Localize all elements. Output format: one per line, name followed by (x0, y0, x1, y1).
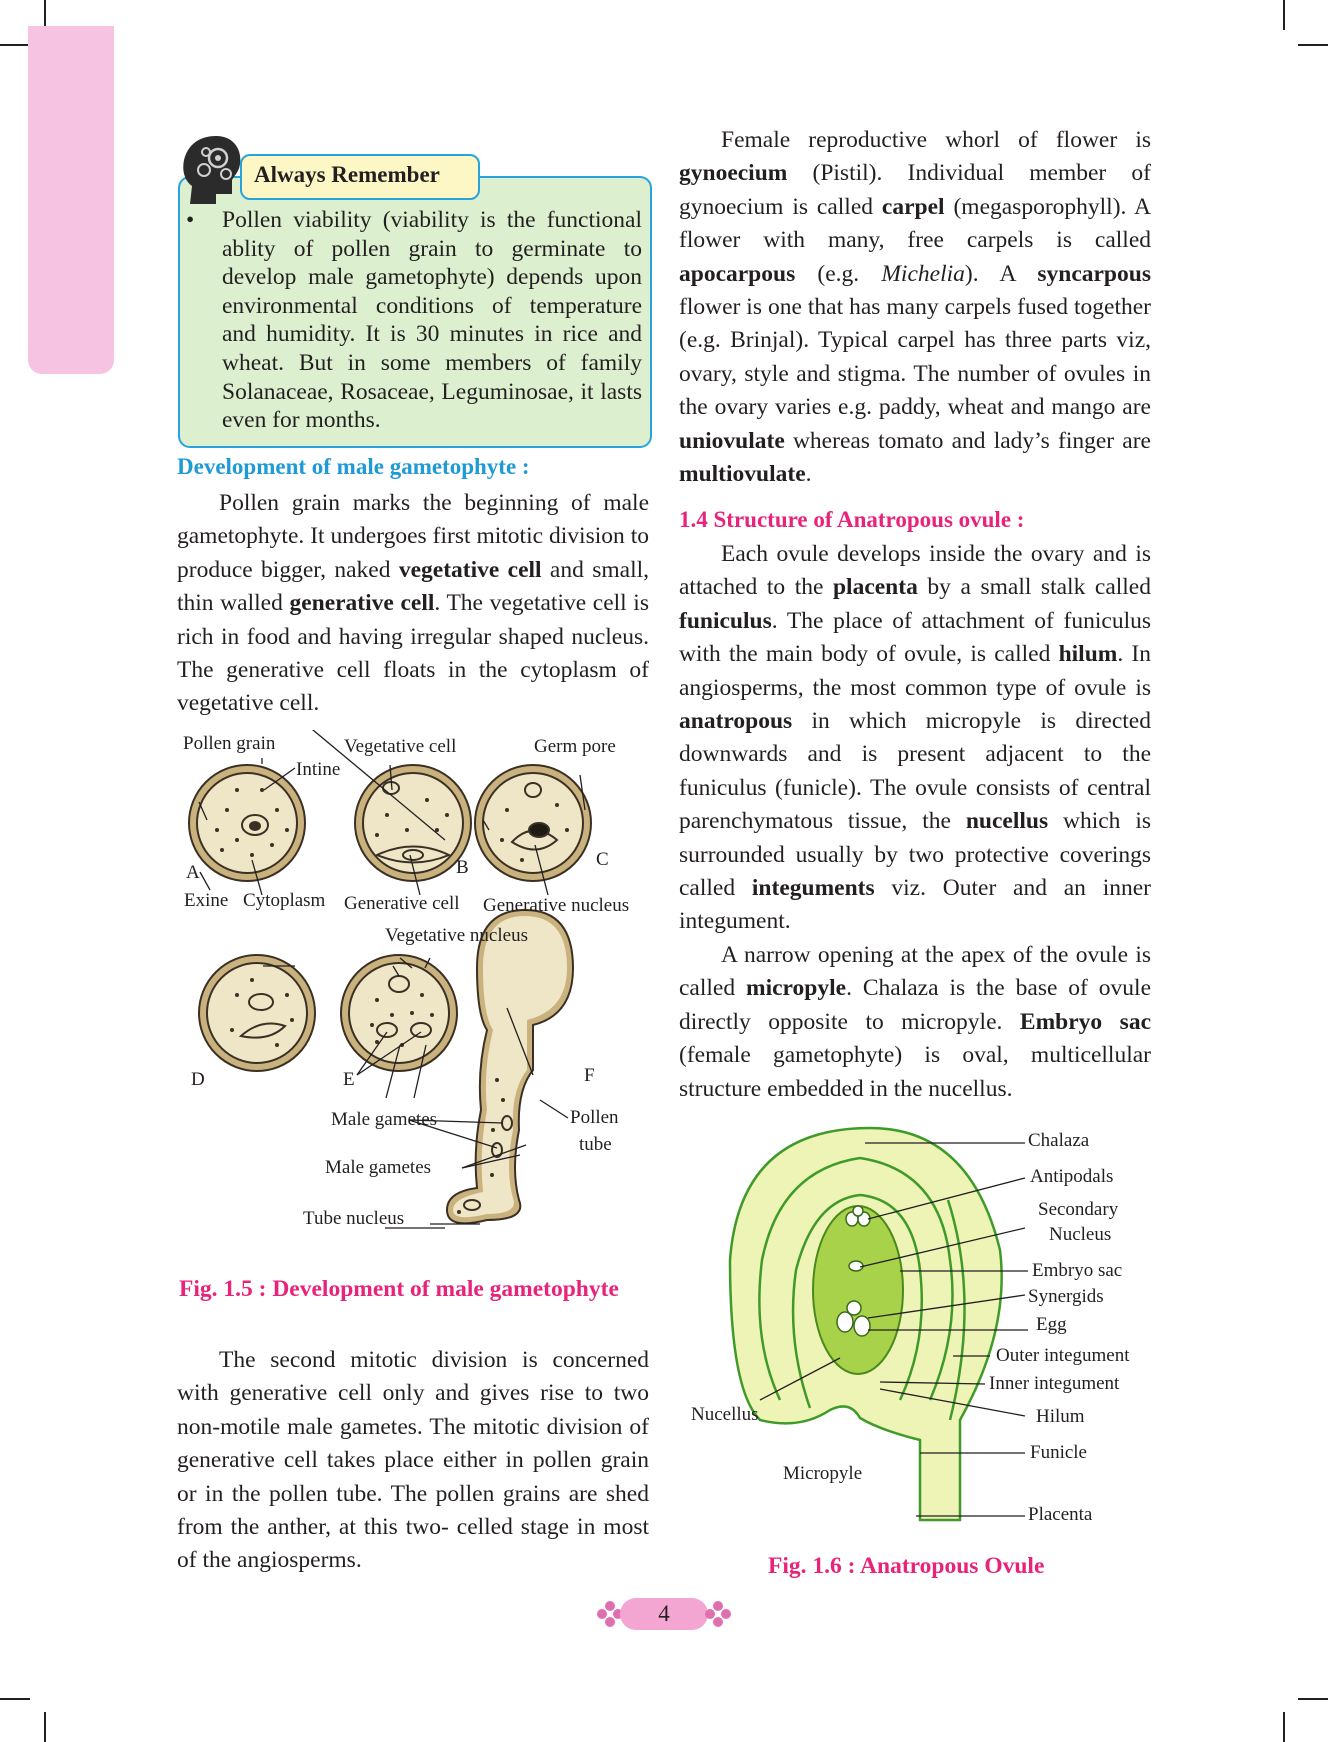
label-secondary: Secondary (1038, 1199, 1119, 1220)
right-paragraph-1: Female reproductive whorl of flower is gynoecium (Pistil). Individual member of gynoecium is called carpel (megasporophyll). A flower with many, free carpels is called apocarpous (e.g. Michelia). A syncarpous flower is one that has many carpels fused together (e.g. Brinjal). Typical carpel has three parts viz, ovary, style and stigma. The number of ovules in the ovary varies e.g. paddy, wheat and mango are uniovulate whereas tomato and lady’s finger are multiovulate. (679, 127, 1151, 488)
label-funicle: Funicle (1030, 1442, 1087, 1463)
label-pollen: Pollen (570, 1107, 619, 1128)
flower-ornament-icon (704, 1600, 732, 1628)
label-tube: tube (579, 1134, 612, 1155)
label-c: C (596, 849, 609, 870)
label-placenta: Placenta (1028, 1504, 1093, 1525)
label-male-gametes-2: Male gametes (325, 1157, 432, 1178)
label-nucleus: Nucleus (1049, 1224, 1112, 1245)
label-f: F (584, 1065, 595, 1086)
label-generative-cell: Generative cell (344, 893, 460, 914)
section-heading-anatropous-ovule: 1.4 Structure of Anatropous ovule : (679, 507, 1025, 532)
label-synergids: Synergids (1028, 1286, 1104, 1307)
figure-1-5-caption: Fig. 1.5 : Development of male gametophyte (179, 1276, 619, 1302)
figure-1-6-caption: Fig. 1.6 : Anatropous Ovule (768, 1553, 1045, 1579)
page-number: 4 (658, 1601, 670, 1626)
label-intine: Intine (296, 759, 341, 780)
label-outer-integument: Outer integument (996, 1345, 1130, 1366)
label-vegetative-cell: Vegetative cell (344, 736, 457, 757)
always-remember-text: Pollen viability (viability is the functional ablity of pollen grain to germinate to develop male gametophyte) depends upon environmental conditions of temperature and humidity. It is 30 minutes in rice and wheat. But in some members of family Solanaceae, Rosaceae, Leguminosae, it lasts even for months. (222, 207, 642, 434)
label-exine: Exine (184, 890, 229, 911)
label-inner-integument: Inner integument (989, 1373, 1120, 1394)
label-embryo-sac: Embryo sac (1032, 1260, 1123, 1281)
label-cytoplasm: Cytoplasm (243, 890, 326, 911)
label-nucellus: Nucellus (691, 1404, 759, 1425)
bullet: • (186, 207, 195, 233)
label-hilum: Hilum (1036, 1406, 1085, 1427)
label-egg: Egg (1036, 1314, 1067, 1335)
label-tube-nucleus: Tube nucleus (303, 1208, 405, 1229)
left-paragraph-1: Pollen grain marks the beginning of male gametophyte. It undergoes first mitotic division to produce bigger, naked vegetative cell and small, thin walled generative cell. The vegetative cell is rich in food and having irregular shaped nucleus. The generative cell floats in the cytoplasm of vegetative cell. (177, 490, 649, 717)
page-number-ornament (596, 1596, 732, 1632)
label-male-gametes-1: Male gametes (331, 1109, 438, 1130)
label-a: A (186, 862, 200, 883)
label-pollen-grain: Pollen grain (183, 733, 276, 754)
page-number-pill (620, 1598, 708, 1630)
always-remember-title: Always Remember (254, 162, 440, 187)
left-paragraph-2: The second mitotic division is concerned with generative cell only and gives rise to two non-motile male gametes. The mitotic division of generative cell takes place either in pollen grain or in the pollen tube. The pollen grains are shed from the anther, at this two- celled stage in most of the angiosperms. (177, 1347, 649, 1574)
label-b: B (456, 857, 469, 878)
label-vegetative-nucleus: Vegetative nucleus (385, 925, 528, 946)
label-micropyle: Micropyle (783, 1463, 863, 1484)
right-paragraph-2: Each ovule develops inside the ovary and is attached to the placenta by a small stalk called funiculus. The place of attachment of funiculus with the main body of ovule, is called hilum. In angiosperms, the most common type of ovule is anatropous in which micropyle is directed downwards and is present adjacent to the funiculus (funicle). The ovule consists of central parenchymatous tissue, the nucellus which is surrounded usually by two protective coverings called integuments viz. Outer and an inner integument. (679, 541, 1151, 935)
label-germ-pore: Germ pore (534, 736, 616, 757)
label-d: D (191, 1069, 205, 1090)
label-e: E (343, 1069, 355, 1090)
label-chalaza: Chalaza (1028, 1130, 1090, 1151)
label-generative-nucleus: Generative nucleus (483, 895, 630, 916)
right-paragraph-3: A narrow opening at the apex of the ovule is called micropyle. Chalaza is the base of ovule directly opposite to micropyle. Embryo sac (female gametophyte) is oval, multicellular structure embedded in the nucellus. (679, 942, 1151, 1102)
section-heading-male-gametophyte: Development of male gametophyte : (177, 454, 530, 479)
label-antipodals: Antipodals (1030, 1166, 1114, 1187)
